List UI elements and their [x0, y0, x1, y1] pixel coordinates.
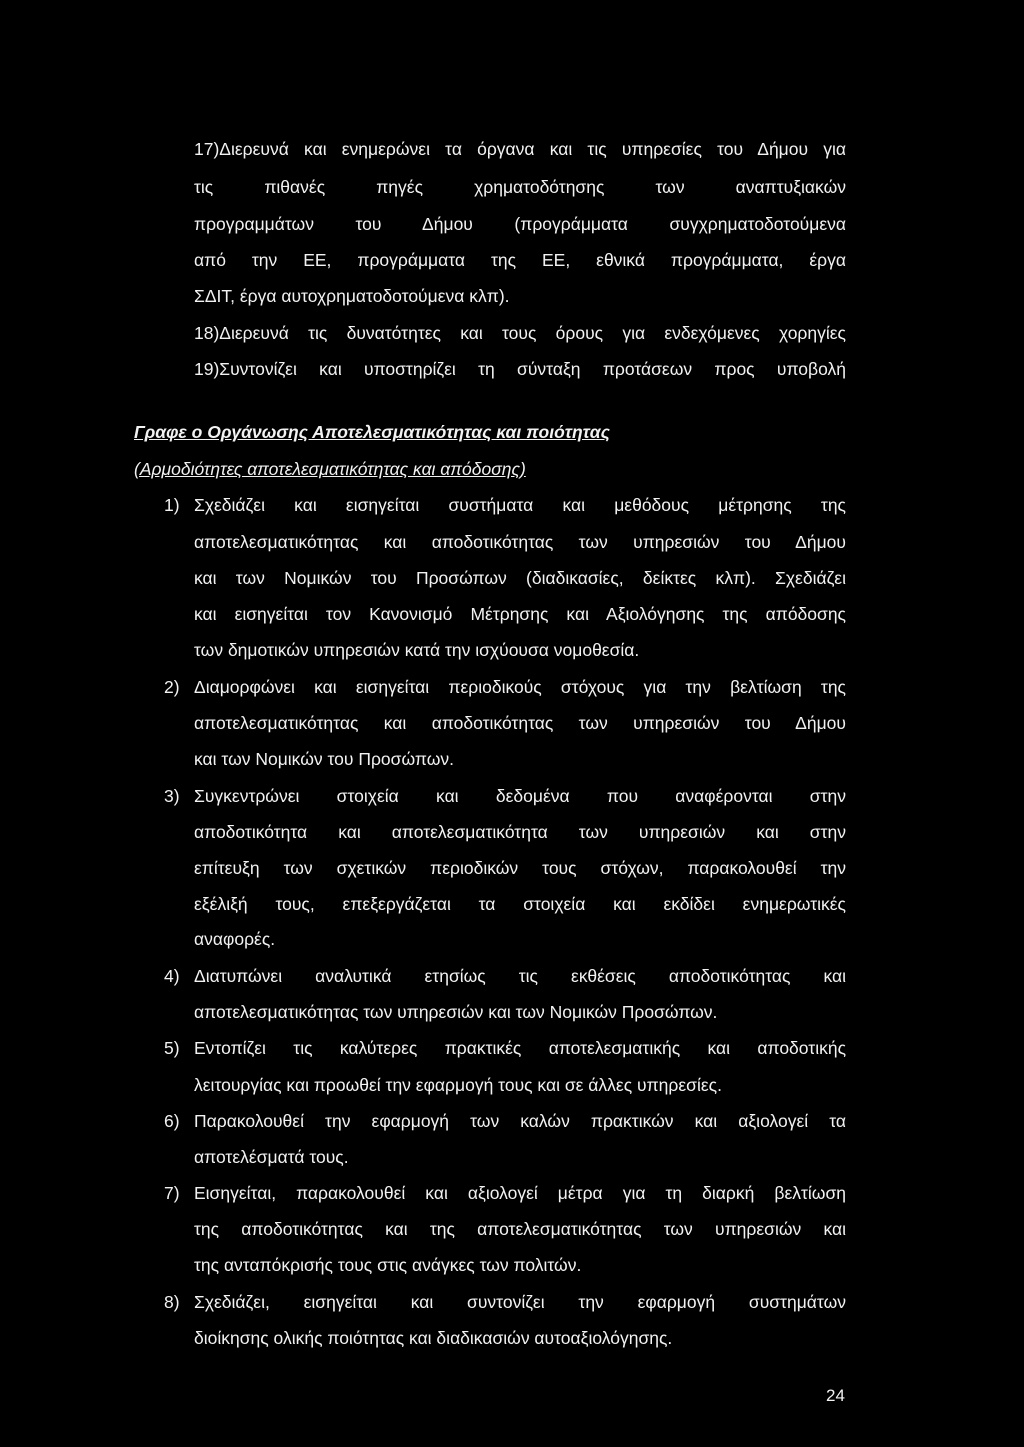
item-3-line-2: αποδοτικότητα και αποτελεσματικότητα των υπηρεσιών και στην — [194, 822, 846, 842]
item-number: 4) — [164, 966, 180, 986]
item-8-line-2: διοίκησης ολικής ποιότητας και διαδικασιών αυτοαξιολόγησης. — [194, 1328, 673, 1348]
item-17-line-3: προγραμμάτων του Δήμου (προγράμματα συγχρηματοδοτούμενα — [194, 214, 846, 234]
item-number: 7) — [164, 1183, 180, 1203]
item-1-line-5: των δημοτικών υπηρεσιών κατά την ισχύουσα νομοθεσία. — [194, 640, 640, 660]
item-3-line-5: αναφορές. — [194, 929, 276, 949]
item-17-line-4: από την ΕΕ, προγράμματα της ΕΕ, εθνικά προγράμματα, έργα — [194, 250, 846, 270]
item-2-line-3: και των Νομικών του Προσώπων. — [194, 749, 454, 769]
item-1-line-3: και των Νομικών του Προσώπων (διαδικασίες, δείκτες κλπ). Σχεδιάζει — [194, 568, 846, 588]
item-7-line-3: της ανταπόκρισής τους στις ανάγκες των πολιτών. — [194, 1255, 582, 1275]
item-2-line-1: Διαμορφώνει και εισηγείται περιοδικούς στόχους για την βελτίωση της — [194, 677, 846, 697]
item-5-line-2: λειτουργίας και προωθεί την εφαρμογή τους και σε άλλες υπηρεσίες. — [194, 1075, 722, 1095]
item-18: 18)Διερευνά τις δυνατότητες και τους όρους για ενδεχόμενες χορηγίες — [194, 323, 846, 343]
item-2-line-2: αποτελεσματικότητας και αποδοτικότητας των υπηρεσιών του Δήμου — [194, 713, 846, 733]
item-4-line-2: αποτελεσματικότητας των υπηρεσιών και των Νομικών Προσώπων. — [194, 1002, 718, 1022]
item-17-line-2: τις πιθανές πηγές χρηματοδότησης των αναπτυξιακών — [194, 177, 846, 197]
item-1-line-4: και εισηγείται τον Κανονισμό Μέτρησης και Αξιολόγησης της απόδοσης — [194, 604, 846, 624]
item-number: 1) — [164, 495, 180, 515]
item-19: 19)Συντονίζει και υποστηρίζει τη σύνταξη προτάσεων προς υποβολή — [194, 359, 846, 379]
item-17-line-1: 17)Διερευνά και ενημερώνει τα όργανα και τις υπηρεσίες του Δήμου για — [194, 139, 846, 159]
page-number: 24 — [826, 1386, 845, 1405]
item-number: 3) — [164, 786, 180, 806]
item-6-line-1: Παρακολουθεί την εφαρμογή των καλών πρακτικών και αξιολογεί τα — [194, 1111, 846, 1131]
item-4-line-1: Διατυπώνει αναλυτικά ετησίως τις εκθέσεις αποδοτικότητας και — [194, 966, 846, 986]
item-number: 5) — [164, 1038, 180, 1058]
item-17-line-5: ΣΔΙΤ, έργα αυτοχρηματοδοτούμενα κλπ). — [194, 286, 510, 306]
item-number: 6) — [164, 1111, 180, 1131]
item-3-line-4: εξέλιξή τους, επεξεργάζεται τα στοιχεία και εκδίδει ενημερωτικές — [194, 894, 846, 914]
section-title: Γραφε ο Οργάνωσης Αποτελεσματικότητας και ποιότητας — [134, 422, 610, 442]
item-6-line-2: αποτελέσματά τους. — [194, 1147, 349, 1167]
item-3-line-1: Συγκεντρώνει στοιχεία και δεδομένα που αναφέρονται στην — [194, 786, 846, 806]
item-1-line-2: αποτελεσματικότητας και αποδοτικότητας των υπηρεσιών του Δήμου — [194, 532, 846, 552]
item-8-line-1: Σχεδιάζει, εισηγείται και συντονίζει την εφαρμογή συστημάτων — [194, 1292, 846, 1312]
item-number: 2) — [164, 677, 180, 697]
item-7-line-2: της αποδοτικότητας και της αποτελεσματικότητας των υπηρεσιών και — [194, 1219, 846, 1239]
item-3-line-3: επίτευξη των σχετικών περιοδικών τους στόχων, παρακολουθεί την — [194, 858, 846, 878]
item-7-line-1: Εισηγείται, παρακολουθεί και αξιολογεί μέτρα για τη διαρκή βελτίωση — [194, 1183, 846, 1203]
section-subtitle: (Αρμοδιότητες αποτελεσματικότητας και απόδοσης) — [134, 459, 526, 479]
item-1-line-1: Σχεδιάζει και εισηγείται συστήματα και μεθόδους μέτρησης της — [194, 495, 846, 515]
item-5-line-1: Εντοπίζει τις καλύτερες πρακτικές αποτελεσματικής και αποδοτικής — [194, 1038, 846, 1058]
item-number: 8) — [164, 1292, 180, 1312]
